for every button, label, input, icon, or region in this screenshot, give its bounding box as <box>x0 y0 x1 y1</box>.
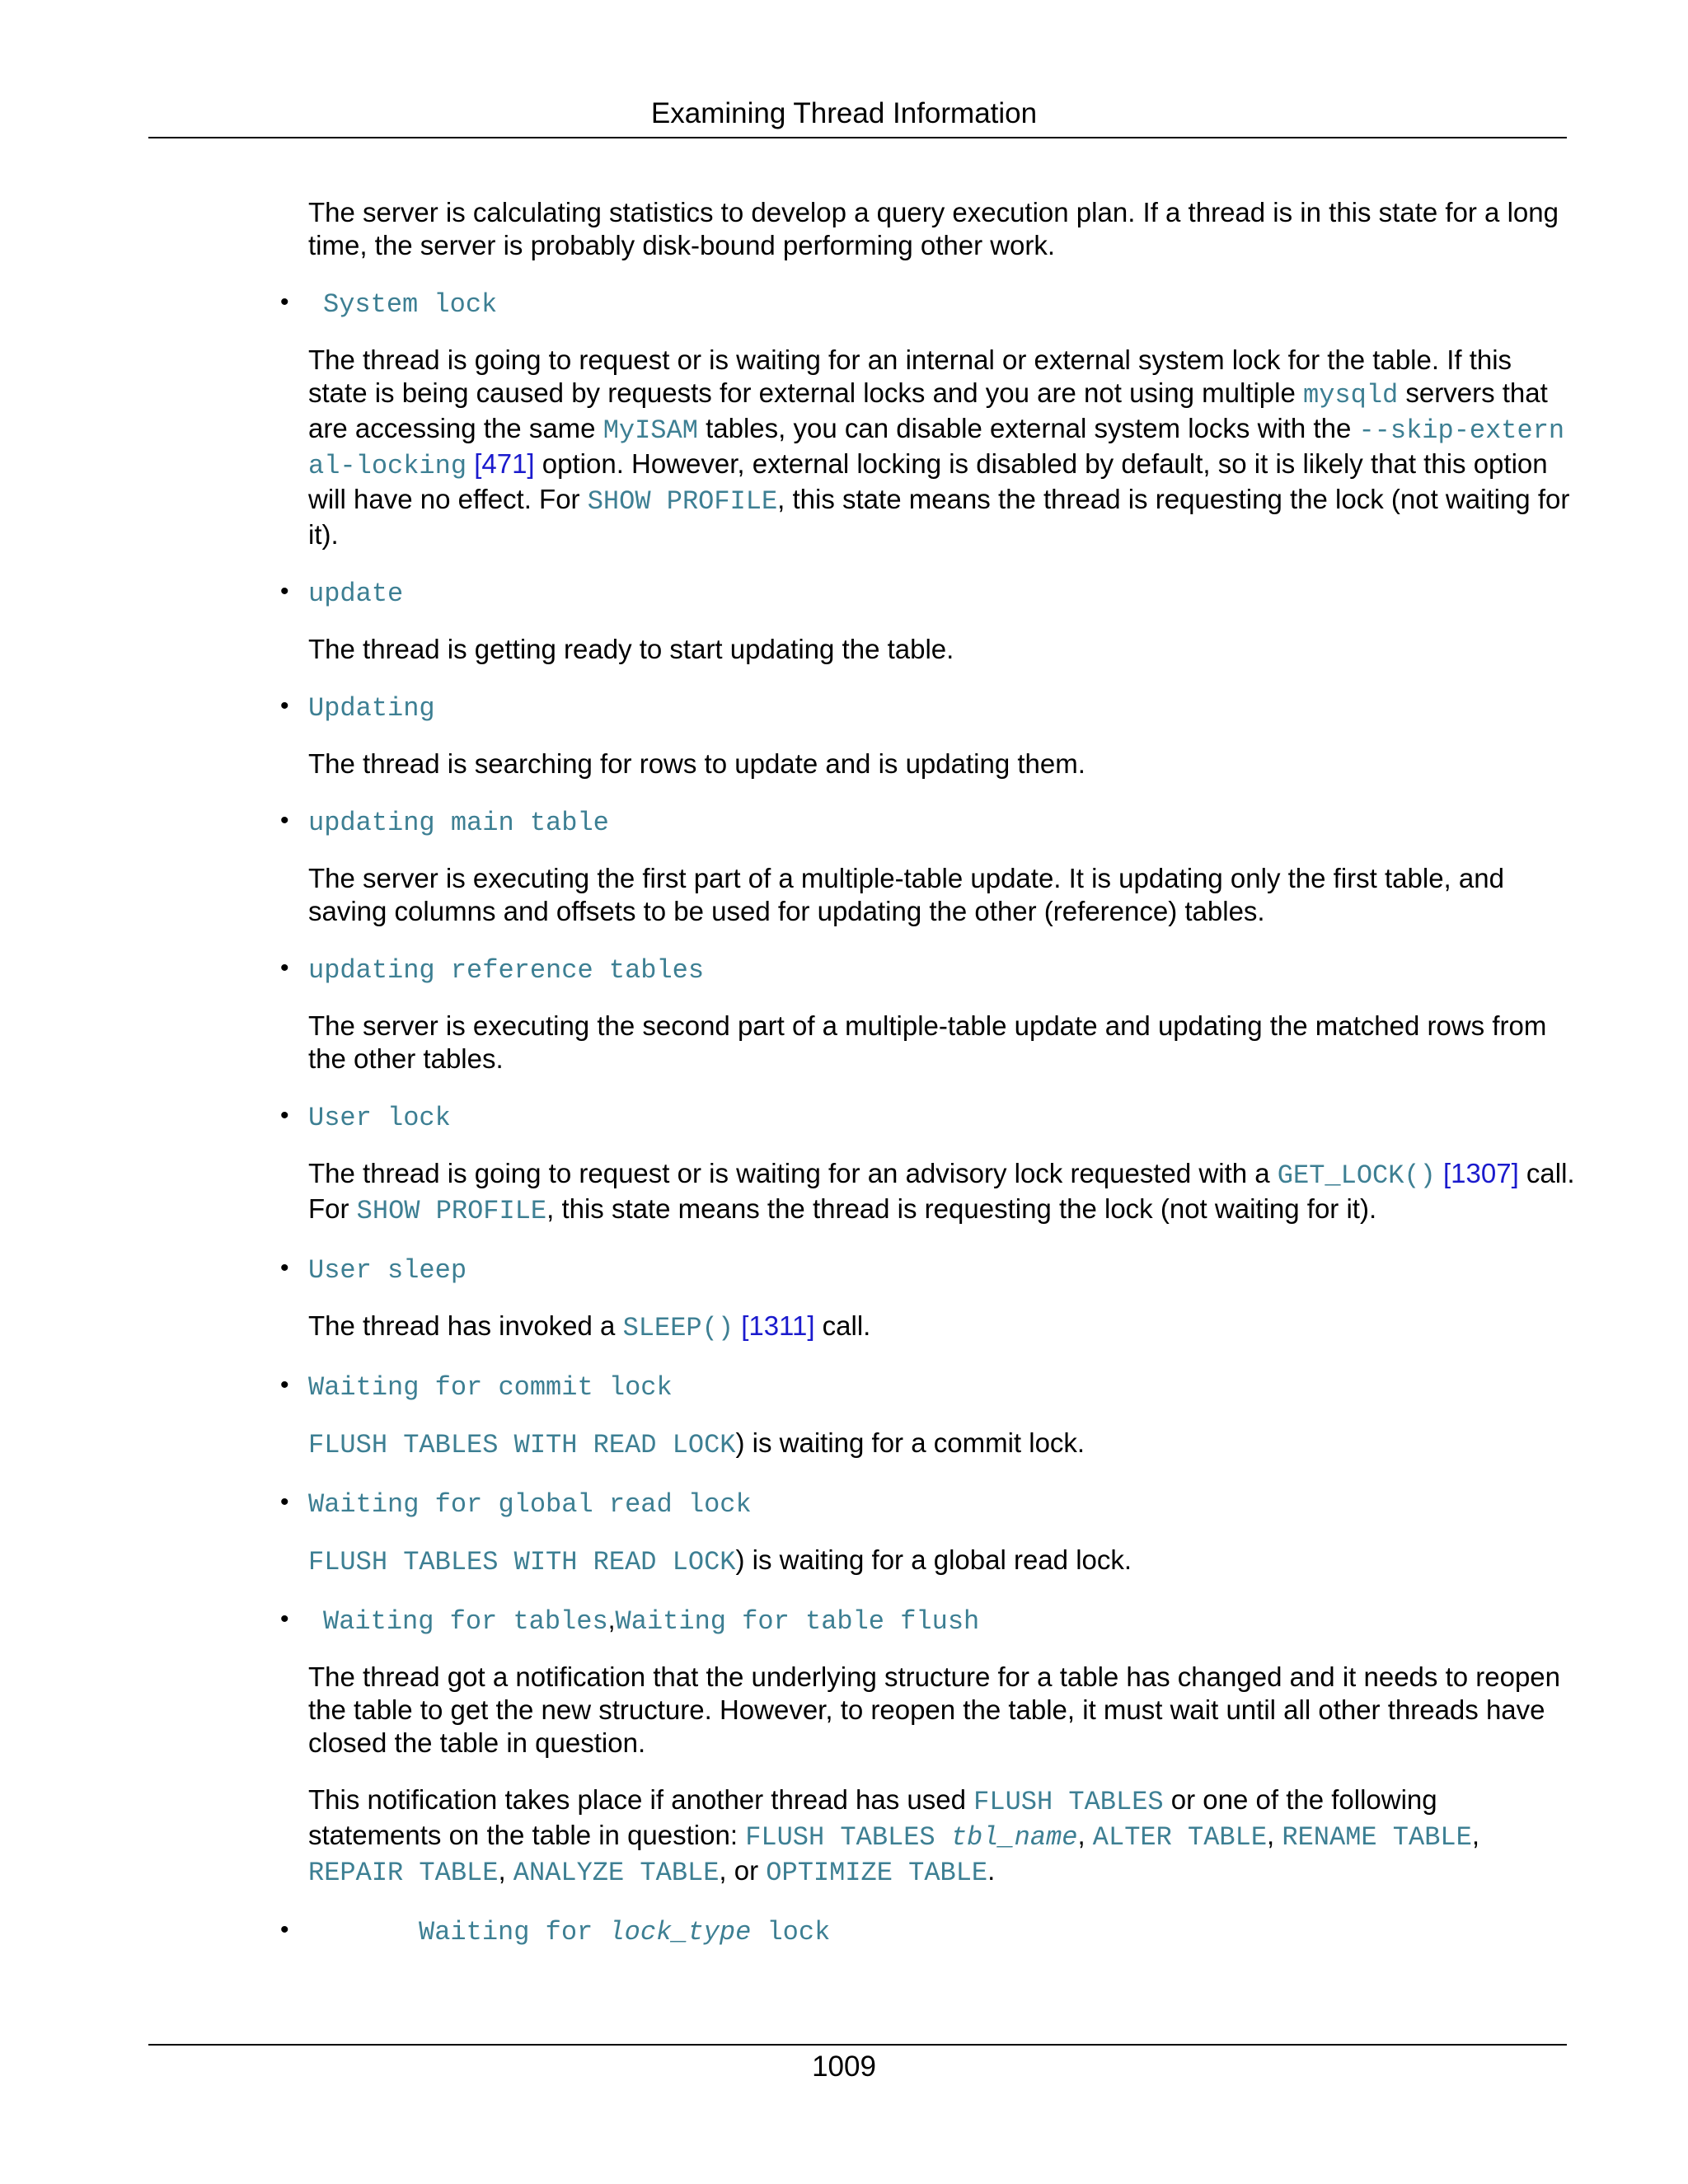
bullet: • <box>280 1254 289 1282</box>
code-text: FLUSH TABLES <box>745 1822 951 1853</box>
desc-text: tables, you can disable external system locks with the <box>697 413 1359 443</box>
item-waiting-commit-lock <box>280 1369 1578 1404</box>
item-updating-reference-tables <box>280 952 1578 987</box>
item-waiting-global-read-lock <box>280 1486 1578 1521</box>
desc-updating-reference-tables: The server is executing the second part of a multiple-table update and updating the matched rows from the other tables. <box>308 1010 1547 1074</box>
page-header-title: Examining Thread Information <box>650 97 1038 129</box>
page-content <box>280 196 1578 1971</box>
desc-text: , this state means the thread is requesting the lock (not waiting for it). <box>308 484 1570 550</box>
term-system-lock: System lock <box>323 289 498 320</box>
bullet: • <box>280 692 289 719</box>
header-divider <box>148 137 1567 138</box>
page-number: 1009 <box>812 2050 876 2083</box>
code-show-profile[interactable]: SHOW PROFILE <box>356 1196 547 1226</box>
code-mysqld[interactable]: mysqld <box>1303 380 1399 410</box>
desc-text: The thread is going to request or is waiting for an advisory lock requested with a <box>308 1158 1278 1188</box>
bullet: • <box>280 1916 289 1943</box>
code-get-lock[interactable]: GET_LOCK() <box>1277 1160 1436 1191</box>
desc-text: The thread is going to request or is waiting for an internal or external system lock for the table. If this state is being caused by requests for external locks and you are not using multiple <box>308 344 1512 408</box>
code-optimize-table[interactable]: OPTIMIZE TABLE <box>766 1858 988 1888</box>
item-update <box>280 575 1578 611</box>
item-waiting-lock-type <box>280 1914 1578 1949</box>
xref-1311[interactable]: [1311] <box>741 1310 815 1341</box>
code-repair-table[interactable]: REPAIR TABLE <box>308 1858 499 1888</box>
code-sleep[interactable]: SLEEP() <box>622 1313 734 1343</box>
code-rename-table[interactable]: RENAME TABLE <box>1282 1822 1472 1853</box>
code-alter-table[interactable]: ALTER TABLE <box>1092 1822 1268 1853</box>
desc-text: , or <box>719 1855 767 1886</box>
term-user-lock: User lock <box>308 1103 451 1133</box>
desc-text: , this state means the thread is requesting the lock (not waiting for it). <box>546 1193 1377 1224</box>
desc-text: . <box>987 1855 996 1886</box>
term-text: Waiting for <box>419 1917 609 1947</box>
bullet: • <box>280 807 289 834</box>
term-waiting-global-read-lock: Waiting for global read lock <box>308 1489 752 1520</box>
comma: , <box>1471 1820 1479 1850</box>
comma: , <box>1267 1820 1282 1850</box>
desc-waiting-commit-lock <box>308 1427 1578 1462</box>
item-user-sleep <box>280 1252 1578 1287</box>
bullet: • <box>280 288 289 316</box>
code-skip-external-locking[interactable]: --skip-external-locking <box>308 415 1565 481</box>
desc-updating-main-table: The server is executing the first part of a multiple-table update. It is updating only the first table, and saving columns and offsets to be used for updating the other (reference) tables. <box>308 863 1504 926</box>
bullet: • <box>280 1102 289 1129</box>
term-text: lock <box>751 1917 831 1947</box>
term-update: update <box>308 579 404 609</box>
intro-paragraph: The server is calculating statistics to develop a query execution plan. If a thread is in this state for a long time, the server is probably disk-bound performing other work. <box>308 197 1559 260</box>
term-waiting-for-tables: Waiting for tables <box>323 1606 608 1637</box>
code-flush-tables[interactable]: FLUSH TABLES <box>973 1787 1164 1817</box>
item-user-lock <box>280 1099 1578 1135</box>
desc-waiting-tables-statements <box>308 1783 1578 1890</box>
desc-text: The thread has invoked a <box>308 1310 623 1341</box>
desc-waiting-tables: The thread got a notification that the underlying structure for a table has changed and it needs to reopen the table to get the new structure. However, to reopen the table, it must wait until all other threads have closed the table in question. <box>308 1661 1561 1758</box>
xref-471[interactable]: [471] <box>474 448 535 479</box>
desc-update: The thread is getting ready to start updating the table. <box>308 634 954 664</box>
footer-divider <box>148 2044 1567 2046</box>
desc-waiting-global-read-lock <box>308 1544 1578 1579</box>
term-user-sleep: User sleep <box>308 1255 467 1286</box>
term-updating: Updating <box>308 693 435 724</box>
code-flush-tables-read-lock[interactable]: FLUSH TABLES WITH READ LOCK <box>308 1547 736 1577</box>
code-show-profile[interactable]: SHOW PROFILE <box>587 486 778 517</box>
desc-system-lock <box>308 344 1578 551</box>
code-placeholder: tbl_name <box>950 1822 1078 1853</box>
code-flush-tables-read-lock[interactable]: FLUSH TABLES WITH READ LOCK <box>308 1430 736 1460</box>
item-waiting-tables <box>280 1603 1578 1638</box>
desc-text: call. For <box>308 1158 1575 1224</box>
code-analyze-table[interactable]: ANALYZE TABLE <box>513 1858 720 1888</box>
bullet: • <box>280 1488 289 1516</box>
term-waiting-lock-type <box>419 1917 830 1947</box>
code-myisam[interactable]: MyISAM <box>603 415 698 446</box>
item-updating-main-table <box>280 804 1578 840</box>
bullet: • <box>280 578 289 605</box>
item-updating <box>280 690 1578 725</box>
term-waiting-commit-lock: Waiting for commit lock <box>308 1372 673 1403</box>
term-separator: , <box>607 1605 616 1634</box>
desc-text: or one of the following statements on the table in question: <box>308 1784 1437 1850</box>
desc-text: ) is waiting for a commit lock. <box>735 1427 1085 1458</box>
desc-text: call. <box>814 1310 871 1341</box>
desc-updating: The thread is searching for rows to update and is updating them. <box>308 748 1085 779</box>
item-system-lock <box>280 286 1578 321</box>
desc-text: ) is waiting for a global read lock. <box>735 1544 1132 1575</box>
desc-text: servers that are accessing the same <box>308 377 1548 443</box>
bullet: • <box>280 1605 289 1633</box>
desc-user-lock <box>308 1157 1578 1228</box>
xref-1307[interactable]: [1307] <box>1443 1158 1519 1188</box>
term-updating-main-table: updating main table <box>308 808 609 838</box>
comma: , <box>1077 1820 1093 1850</box>
term-waiting-for-table-flush: Waiting for table flush <box>615 1606 980 1637</box>
desc-text: option. However, external locking is disabled by default, so it is likely that this option will have no effect. For <box>308 448 1548 514</box>
term-placeholder: lock_type <box>608 1917 752 1947</box>
code-flush-tables-tbl[interactable] <box>745 1822 1077 1853</box>
bullet: • <box>280 954 289 982</box>
comma: , <box>498 1855 513 1886</box>
desc-text: This notification takes place if another thread has used <box>308 1784 974 1815</box>
desc-user-sleep <box>308 1310 1578 1345</box>
bullet: • <box>280 1371 289 1399</box>
term-updating-reference-tables: updating reference tables <box>308 955 705 986</box>
